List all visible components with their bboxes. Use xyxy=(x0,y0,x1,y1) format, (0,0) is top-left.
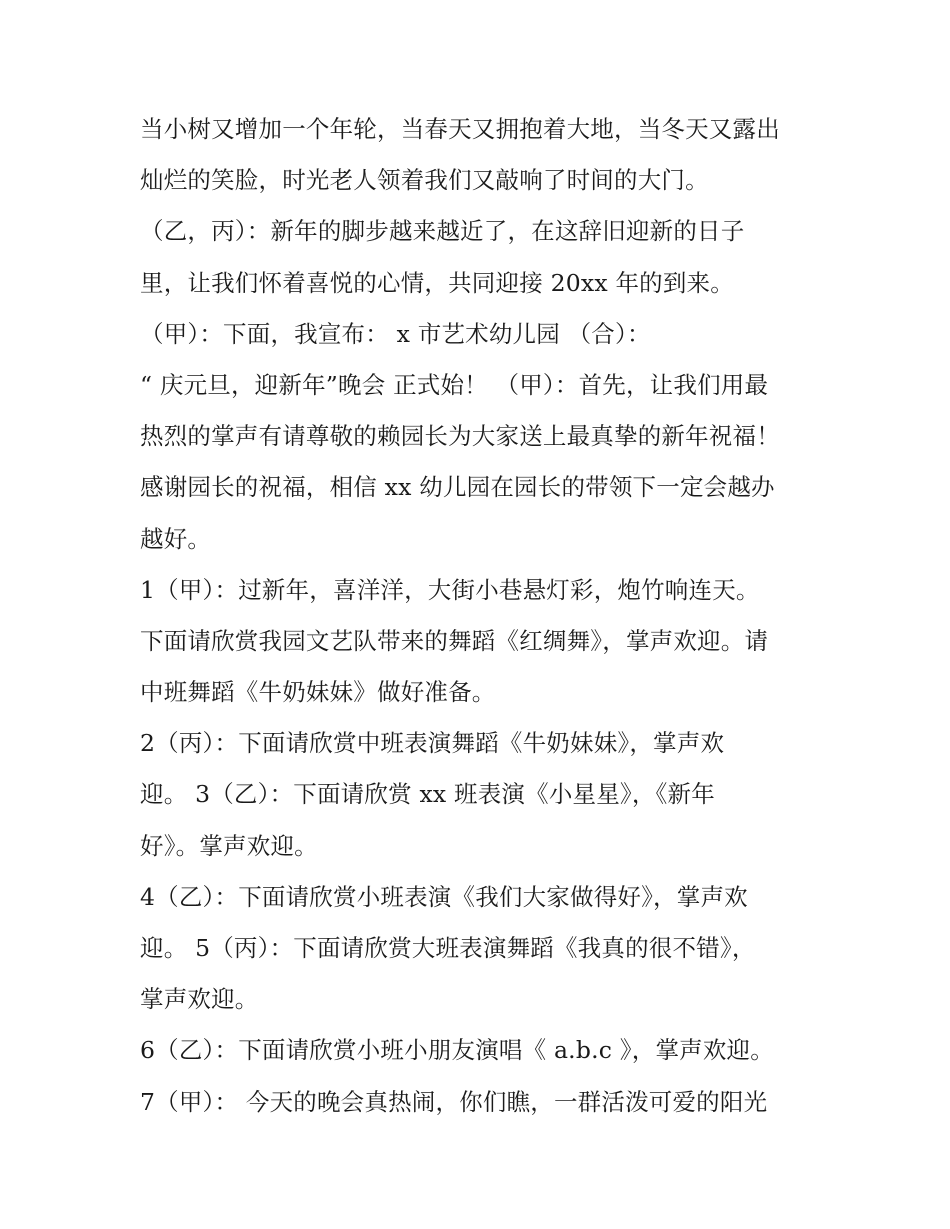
text-line: 当小树又增加一个年轮，当春天又拥抱着大地，当冬天又露出 xyxy=(140,115,780,143)
text-line: 灿烂的笑脸，时光老人领着我们又敲响了时间的大门。 xyxy=(140,166,709,195)
text-line: 4（乙）：下面请欣赏小班表演《我们大家做得好》，掌声欢 xyxy=(140,882,748,911)
text-line: 1（甲）：过新年，喜洋洋，大街小巷悬灯彩，炮竹响连天。 xyxy=(140,575,760,604)
text-line: （甲）：下面，我宣布： x 市艺术幼儿园 （合）： xyxy=(140,319,651,348)
text-line: 里，让我们怀着喜悦的心情，共同迎接 20xx 年的到来。 xyxy=(140,268,734,297)
text-line: 迎。 5（丙）：下面请欣赏大班表演舞蹈《我真的很不错》， xyxy=(140,934,756,962)
text-line: 中班舞蹈《牛奶妹妹》做好准备。 xyxy=(140,678,496,707)
text-line: 感谢园长的祝福，相信 xx 幼儿园在园长的带领下一定会越办 xyxy=(140,473,775,502)
text-line: 掌声欢迎。 xyxy=(140,985,259,1014)
text-line: 2（丙）：下面请欣赏中班表演舞蹈《牛奶妹妹》，掌声欢 xyxy=(140,729,725,758)
text-line: （乙，丙）：新年的脚步越来越近了，在这辞旧迎新的日子 xyxy=(140,217,745,246)
text-line: 下面请欣赏我园文艺队带来的舞蹈《红绸舞》，掌声欢迎。请 xyxy=(140,626,769,655)
text-line: 迎。 3（乙）：下面请欣赏 xx 班表演《小星星》，《新年 xyxy=(140,780,715,809)
text-line: 热烈的掌声有请尊敬的赖园长为大家送上最真挚的新年祝福！ xyxy=(140,422,780,451)
text-line: 好》。掌声欢迎。 xyxy=(140,831,318,860)
text-line: “ 庆元旦，迎新年”晚会 正式始！ （甲）：首先，让我们用最 xyxy=(140,370,769,399)
text-line: 6（乙）：下面请欣赏小班小朋友演唱《 a.b.c 》，掌声欢迎。 xyxy=(140,1036,774,1065)
document-body xyxy=(140,104,830,1128)
text-line: 7（甲）： 今天的晚会真热闹，你们瞧，一群活泼可爱的阳光 xyxy=(140,1087,768,1116)
text-line: 越好。 xyxy=(140,524,212,553)
